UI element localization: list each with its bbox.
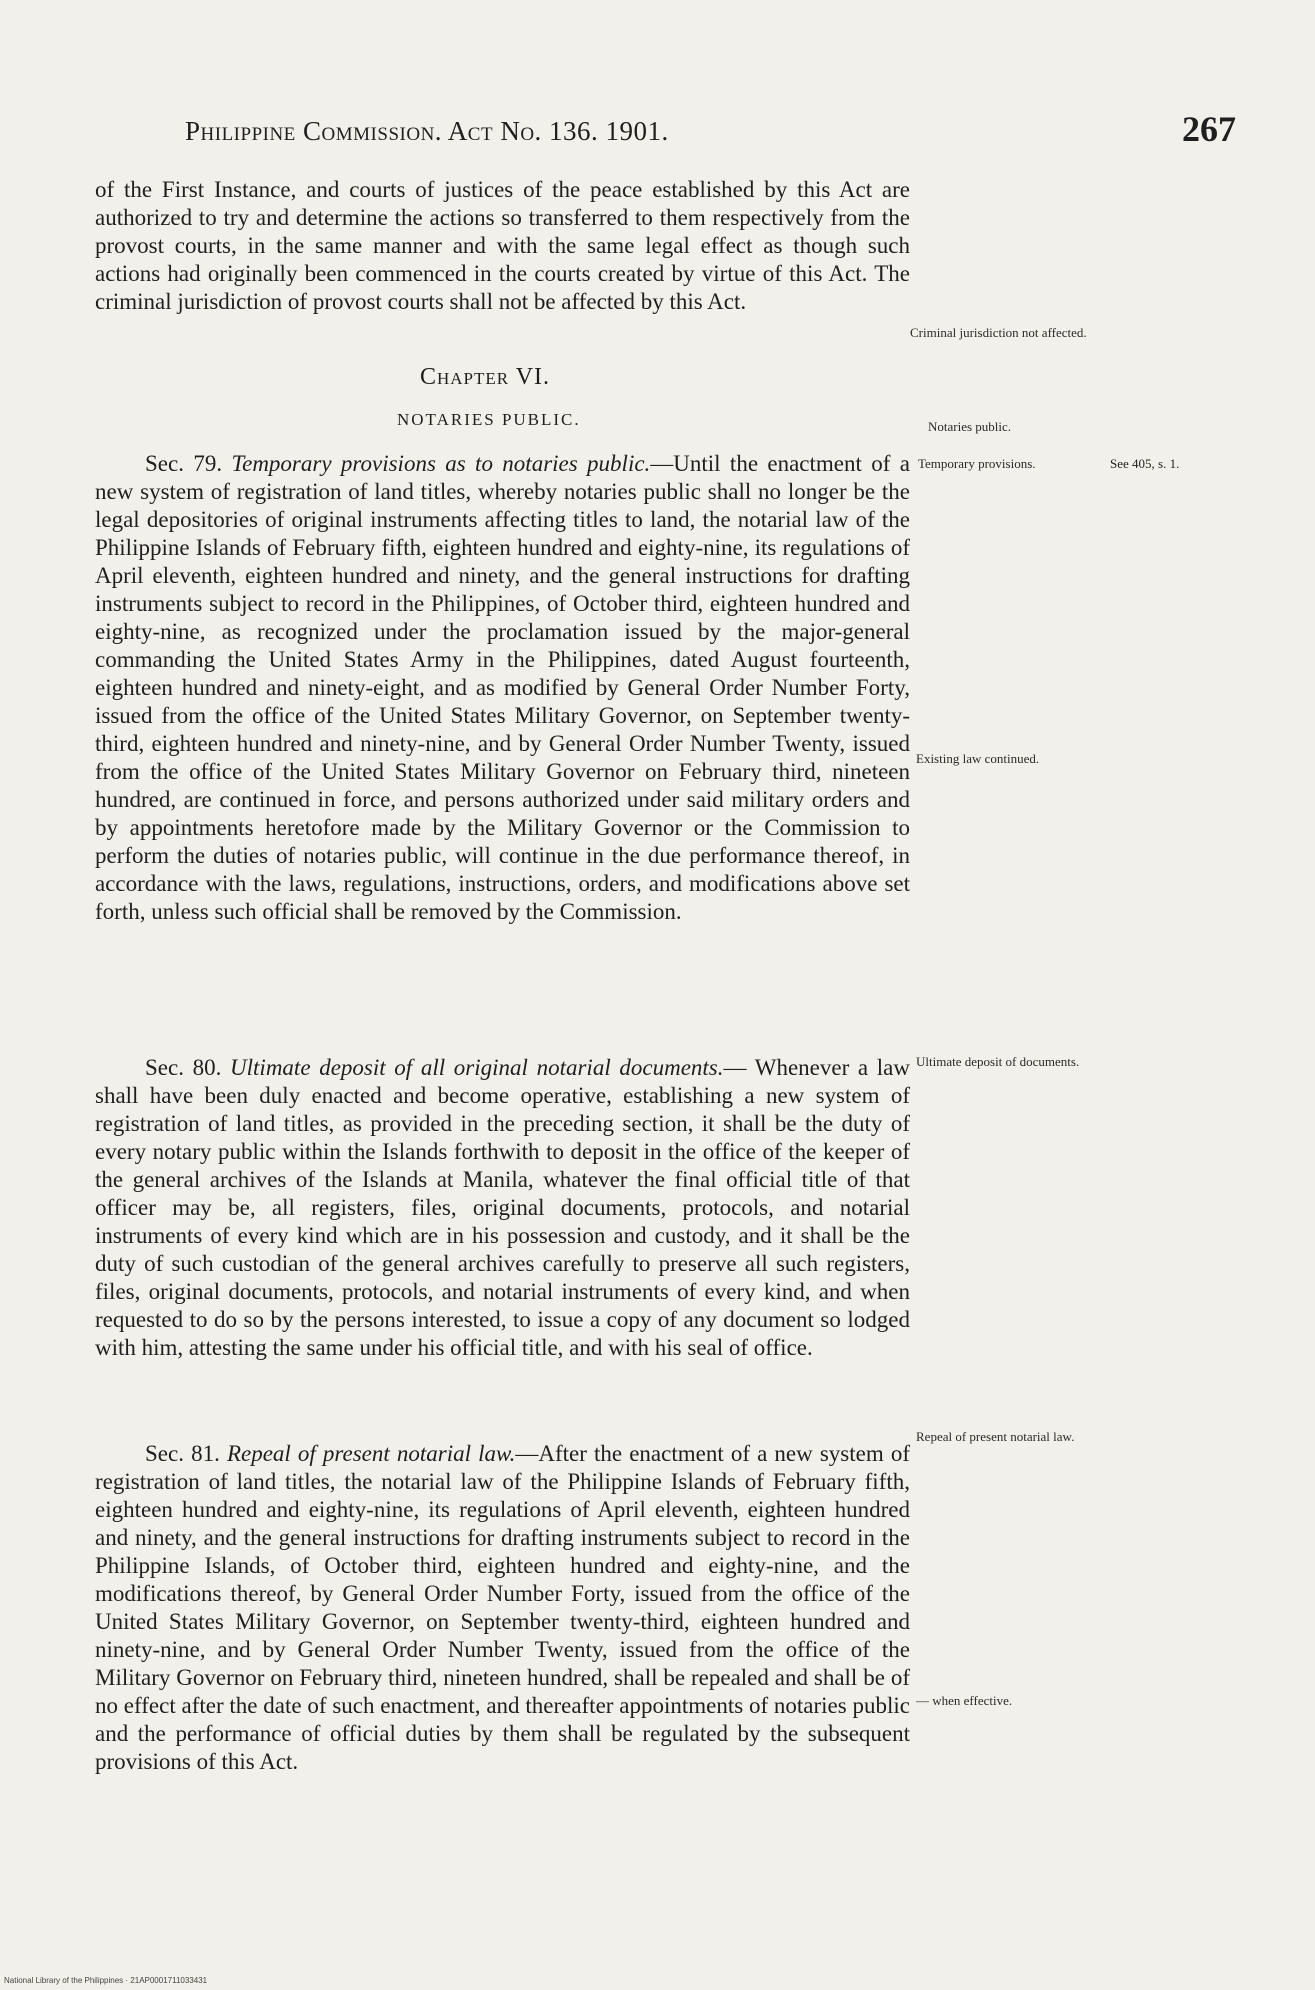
footer-text: National Library of the Philippines · 21AP0001711033431 <box>4 1976 208 1985</box>
section-80 <box>95 1054 910 1362</box>
section-number: Sec. 80. <box>145 1055 222 1080</box>
margin-note-notaries: Notaries public. <box>928 419 1012 434</box>
section-title: NOTARIES PUBLIC. <box>397 410 581 429</box>
margin-note-existing: Existing law continued. <box>916 751 1040 766</box>
section-body: —After the enactment of a new system of registration of land titles, the notarial law of the Philippine Islands of February fifth, eighteen hundred and eighty-nine, its regulations of April eleventh, eighteen hundred and ninety, and the general instructions for drafting instruments subject to record in the Philippine Islands, of October third, eighteen hundred and eighty-nine, and the modifications thereof, by General Order Number Forty, issued from the office of the United States Military Governor, on September twenty-third, eighteen hundred and ninety-nine, and by General Order Number Twenty, issued from the office of the Military Governor on February third, nineteen hundred, shall be repealed and shall be of no effect after the date of such enactment, and thereafter appointments of notaries public and the performance of official duties by them shall be regulated by the subsequent provisions of this Act. <box>95 1441 910 1774</box>
section-79 <box>95 450 910 926</box>
section-body: —Until the enactment of a new system of registration of land titles, whereby notaries public shall no longer be the legal depositories of original instruments affecting titles to land, the notarial law of the Philippine Islands of February fifth, eighteen hundred and eighty-nine, its regulations of April eleventh, eighteen hundred and ninety, and the general instructions for drafting instruments subject to record in the Philippines, of October third, eighteen hundred and eighty-nine, as recognized under the proclamation issued by the major-general commanding the United States Army in the Philippines, dated August fourteenth, eighteen hundred and ninety-eight, and as modified by General Order Number Forty, issued from the office of the United States Military Governor, on September twenty-third, eighteen hundred and ninety-nine, and by General Order Number Twenty, issued from the office of the United States Military Governor on February third, nineteen hundred, are continued in force, and persons authorized under said military orders and by appointments heretofore made by the Military Governor or the Commission to perform the duties of notaries public, will continue in the due performance thereof, in accordance with the laws, regulations, instructions, orders, and modifications above set forth, unless such official shall be removed by the Commission. <box>95 451 910 924</box>
page-header-title: Philippine Commission. Act No. 136. 1901. <box>185 116 669 146</box>
section-81 <box>95 1440 910 1776</box>
margin-note-effective: — when effective. <box>916 1693 1013 1708</box>
section-heading: Repeal of present notarial law. <box>226 1441 516 1466</box>
section-heading: Ultimate deposit of all original notarial documents. <box>230 1055 724 1080</box>
chapter-title: Chapter VI. <box>420 364 551 390</box>
margin-note-repeal: Repeal of present notarial law. <box>916 1429 1075 1444</box>
section-body: — Whenever a law shall have been duly enacted and become operative, establishing a new system of registration of land titles, as provided in the preceding section, it shall be the duty of every notary public within the Islands forthwith to deposit in the office of the keeper of the general archives of the Islands at Manila, whatever the final official title of that officer may be, all registers, files, original documents, protocols, and notarial instruments of every kind which are in his possession and custody, and it shall be the duty of such custodian of the general archives carefully to preserve all such registers, files, original documents, protocols, and notarial instruments of every kind, and when requested to do so by the persons interested, to issue a copy of any document so lodged with him, attesting the same under his official title, and with his seal of office. <box>95 1055 910 1360</box>
margin-note-see: See 405, s. 1. <box>1110 456 1180 471</box>
margin-note-temporary: Temporary provisions. <box>918 456 1036 471</box>
margin-note-criminal: Criminal jurisdiction not affected. <box>910 325 1087 340</box>
margin-note-ultimate: Ultimate deposit of documents. <box>916 1054 1080 1069</box>
section-number: Sec. 79. <box>145 451 223 476</box>
intro-paragraph: of the First Instance, and courts of justices of the peace established by this Act are authorized to try and determine the actions so transferred to them respectively from the provost courts, in the same manner and with the same legal effect as though such actions had originally been commenced in the courts created by virtue of this Act. The criminal jurisdiction of provost courts shall not be affected by this Act. <box>95 177 910 314</box>
section-number: Sec. 81. <box>145 1441 220 1466</box>
section-heading: Temporary provisions as to notaries public. <box>231 451 651 476</box>
page-number: 267 <box>1182 109 1236 149</box>
